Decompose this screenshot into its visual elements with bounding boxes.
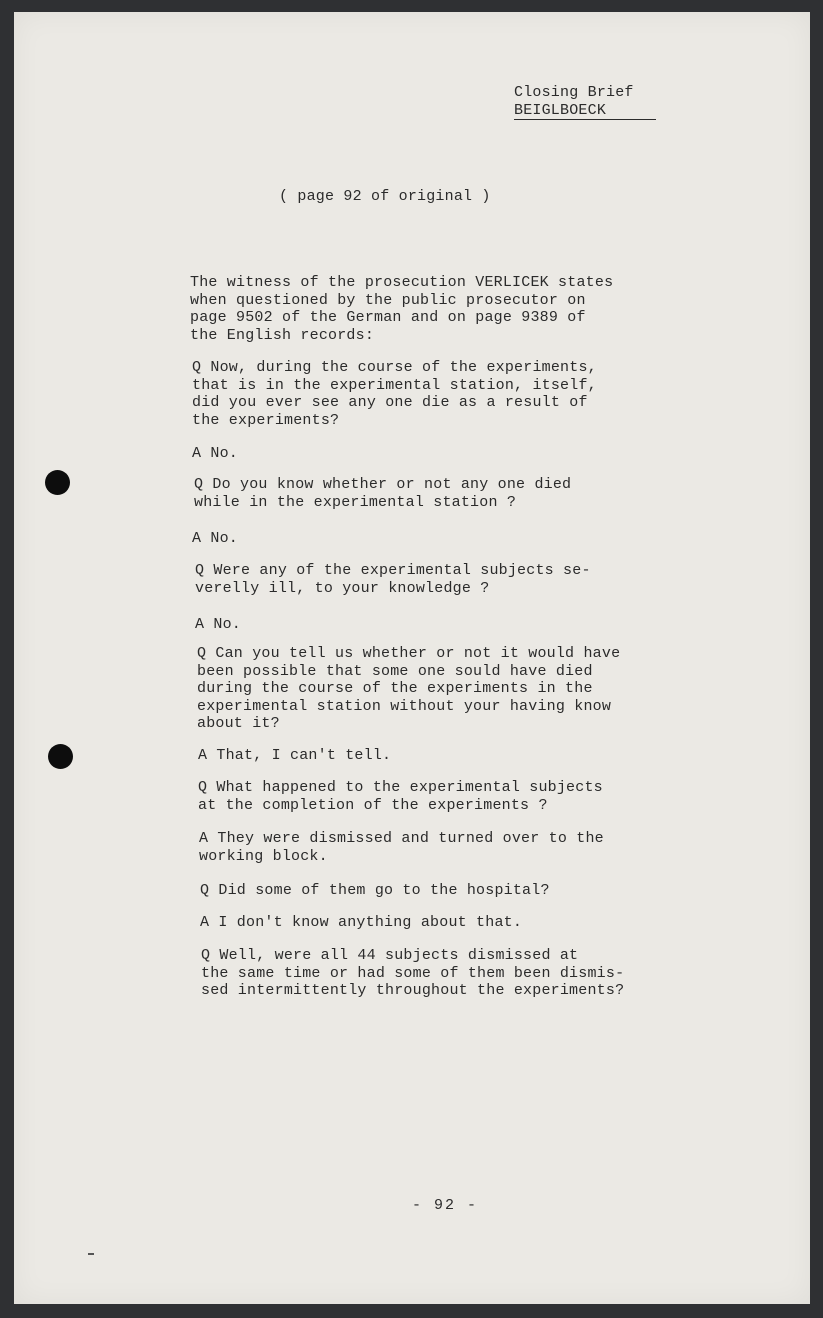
intro-line: when questioned by the public prosecutor on	[190, 291, 586, 309]
qa-item: A I don't know anything about that.	[200, 914, 523, 931]
qa-item: A That, I can't tell.	[198, 747, 392, 764]
qa-line: been possible that some one sould have died	[197, 662, 593, 680]
qa-item	[192, 359, 597, 429]
intro-line: the English records:	[190, 326, 375, 344]
header-defendant-name: BEIGLBOECK	[514, 102, 656, 120]
qa-item	[198, 779, 603, 814]
qa-line: verelly ill, to your knowledge ?	[195, 579, 490, 597]
qa-item: Q Did some of them go to the hospital?	[200, 882, 550, 899]
punch-hole-icon	[45, 470, 70, 495]
qa-line: A They were dismissed and turned over to the	[199, 830, 604, 847]
qa-line: that is in the experimental station, itself,	[192, 376, 597, 394]
document-page	[14, 12, 810, 1304]
qa-line: working block.	[199, 847, 328, 865]
closing-brief-header	[514, 84, 656, 120]
intro-line: The witness of the prosecution VERLICEK states	[190, 274, 614, 291]
qa-item	[195, 562, 591, 597]
qa-item: A No.	[192, 445, 239, 462]
qa-line: sed intermittently throughout the experiments?	[201, 982, 625, 999]
qa-item	[201, 947, 624, 1000]
page-number: - 92 -	[412, 1197, 479, 1214]
qa-line: the same time or had some of them been dismis-	[201, 964, 625, 982]
qa-line: did you ever see any one die as a result of	[192, 394, 588, 411]
qa-line: Q Do you know whether or not any one died	[194, 476, 572, 493]
intro-line: page 9502 of the German and on page 9389 of	[190, 309, 586, 326]
original-page-reference: ( page 92 of original )	[279, 188, 491, 205]
qa-line: during the course of the experiments in the	[197, 680, 593, 697]
qa-line: experimental station without your having know	[197, 697, 612, 715]
qa-line: the experiments?	[192, 411, 340, 429]
qa-line: Q Well, were all 44 subjects dismissed at	[201, 947, 579, 964]
qa-item	[199, 830, 604, 865]
header-title: Closing Brief	[514, 84, 634, 101]
qa-line: Q Now, during the course of the experiments,	[192, 359, 597, 376]
qa-line: Q Can you tell us whether or not it would have	[197, 645, 621, 662]
qa-item	[194, 476, 571, 511]
qa-item: A No.	[195, 616, 242, 633]
qa-line: Q What happened to the experimental subjects	[198, 779, 603, 796]
qa-line: at the completion of the experiments ?	[198, 796, 548, 814]
stray-mark	[88, 1253, 94, 1255]
qa-line: Q Were any of the experimental subjects se-	[195, 562, 591, 579]
qa-line: while in the experimental station ?	[194, 493, 517, 511]
qa-item: A No.	[192, 530, 239, 547]
qa-item	[197, 645, 620, 733]
intro-paragraph	[190, 274, 613, 344]
qa-line: about it?	[197, 715, 280, 732]
punch-hole-icon	[48, 744, 73, 769]
